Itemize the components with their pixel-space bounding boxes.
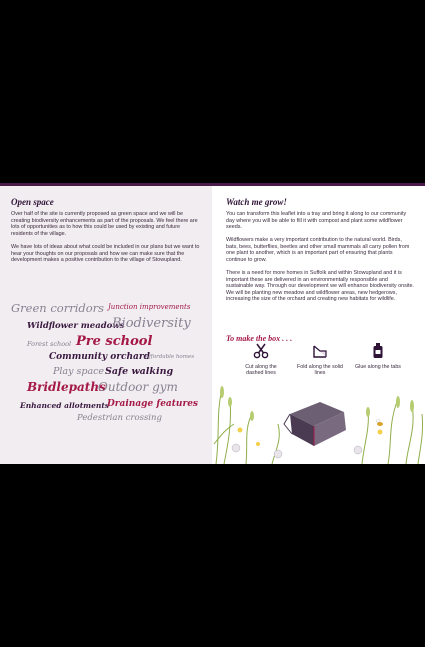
open-space-heading: Open space <box>11 197 54 207</box>
step-glue <box>353 342 403 370</box>
word-junction-improvements: Junction improvements <box>108 303 191 311</box>
word-bridlepaths: Bridlepaths <box>27 380 106 394</box>
step-glue-label: Glue along the tabs <box>355 364 401 370</box>
scissors-icon <box>252 342 270 360</box>
grow-para-1: You can transform this leaflet into a tray and bring it along to our community day where you will be able to fill it with compost and plant some wildflower seeds. <box>226 211 407 231</box>
watch-me-grow-panel <box>212 186 425 464</box>
word-community-orchard: Community orchard <box>49 352 150 362</box>
open-space-para-1: Over half of the site is currently proposed as green space and we will be creating biodiversity enhancements as part of the proposals. We feel there are lots of opportunities as to how this could be used by existing and future residents of the village. <box>11 211 198 237</box>
word-biodiversity: Biodiversity <box>112 316 191 331</box>
step-fold-label: Fold along the solid lines <box>297 364 343 377</box>
word-drainage-features: Drainage features <box>107 399 198 409</box>
word-pedestrian-crossing: Pedestrian crossing <box>77 413 162 423</box>
word-outdoor-gym: Outdoor gym <box>98 380 178 394</box>
step-cut <box>236 342 286 377</box>
word-wildflower-meadows: Wildflower meadows <box>27 321 125 331</box>
grow-para-2: Wildflowers make a very important contribution to the natural world. Birds, bats, bees, butterflies, beetles and other small mammals all carry pollen from one plant to another, which is an important part of ensuring that plants continue to grow. <box>226 237 410 263</box>
word-green-corridors: Green corridors <box>11 301 105 315</box>
word-safe-walking: Safe walking <box>105 366 174 377</box>
glue-icon <box>369 342 387 360</box>
step-cut-label: Cut along the dashed lines <box>245 364 277 377</box>
watch-me-grow-heading: Watch me grow! <box>226 197 287 207</box>
grow-para-3: There is a need for more homes in Suffolk and within Stowupland and it is important these are delivered in an environmentally responsible and sustainable way. Through our development we will enhance biodiversity onsite. We will be planting new meadow and wildflower areas, new hedgerows, increasing the size of the orchard and creating new habitats for wildlife. <box>226 270 414 303</box>
open-space-para-2: We have lots of ideas about what could be included in our plans but we want to hear your thoughts on our proposals and how we can make sure that the development makes a positive contribution to the village of Stowupland. <box>11 244 200 264</box>
fold-icon <box>311 342 329 360</box>
open-space-panel <box>0 186 212 464</box>
step-fold <box>295 342 345 377</box>
make-box-heading: To make the box . . . <box>226 334 293 343</box>
leaflet-page <box>0 183 425 464</box>
word-play-space: Play space <box>53 366 105 377</box>
word-pre-school: Pre school <box>76 334 153 349</box>
word-enhanced-allotments: Enhanced allotments <box>20 401 110 410</box>
word-affordable-homes: Affordable homes <box>145 354 195 360</box>
word-forest-school: Forest school <box>27 340 72 348</box>
wildflower-illustration <box>212 374 425 464</box>
